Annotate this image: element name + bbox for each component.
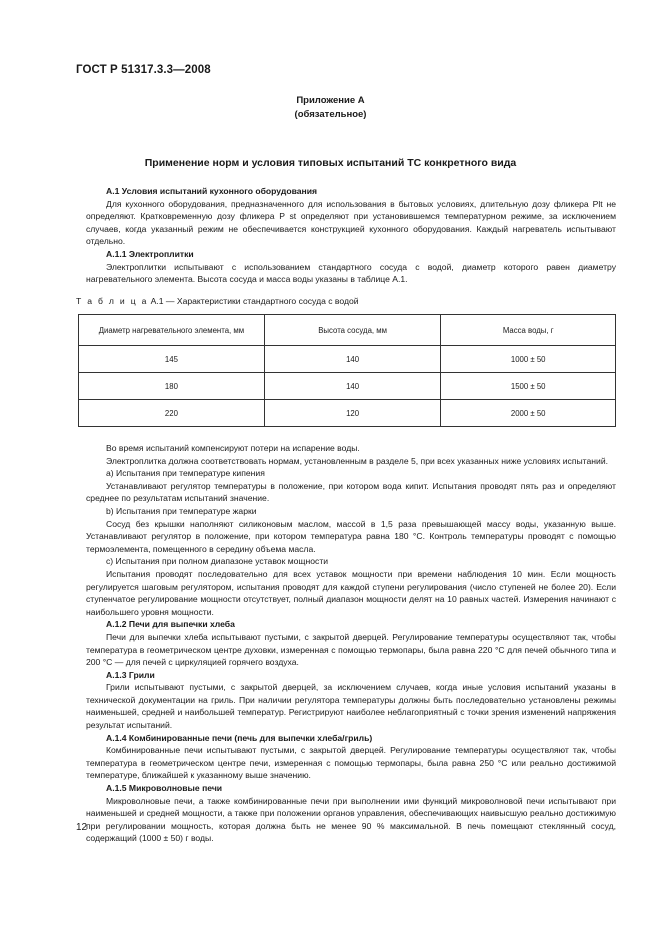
section-heading: А.1.3 Грили <box>106 669 155 680</box>
paragraph: Грили испытывают пустыми, с закрытой дверцей, за исключением случаев, когда иные условия испытаний указаны в технической документации на гриль. При наличии регулятора температуры должны быть последовательно установлены режимы наименьшей, средней и наибольшей температур. Регистрируют наиболее неблагоприятный с точки зрения изменений напряжения результат испытаний. <box>86 682 616 731</box>
table-header-row <box>79 315 616 346</box>
paragraph: Во время испытаний компенсируют потери на испарение воды. <box>106 443 360 453</box>
annex-main-title: Применение норм и условия типовых испытаний ТС конкретного вида <box>144 157 517 169</box>
section-heading: А.1.5 Микроволновые печи <box>106 783 223 794</box>
table-cell: 140 <box>264 373 441 400</box>
table-cell: 120 <box>264 400 441 427</box>
page-number: 12 <box>76 822 88 833</box>
vessel-table <box>78 314 616 427</box>
paragraph: Микроволновые печи, а также комбинированные печи при выполнении ими функций микроволновой печи испытывают при наименьшей и средней мощности, а также при положении органов управления, обеспечивающих наивысшую реально достижимую при регулировании мощность, которая должна быть не менее 90 % максимальной. В печь помещают стеклянный сосуд, содержащий (1000 ± 50) г воды. <box>86 795 616 844</box>
table-cell: 1500 ± 50 <box>441 373 616 400</box>
section-heading: А.1.2 Печи для выпечки хлеба <box>106 619 235 630</box>
table-header-cell: Диаметр нагревательного элемента, мм <box>79 315 265 346</box>
section-heading: А.1.4 Комбинированные печи (печь для выпечки хлеба/гриль) <box>106 732 373 743</box>
paragraph: Комбинированные печи испытывают пустыми, с закрытой дверцей. Регулирование температуры осуществляют так, чтобы температура в геометрическом центре печи, измеренная с помощью термопары, была равна 250 °С или реально достижимой температуре, ближайшей к указанному выше значению. <box>86 745 616 781</box>
annex-title: Приложение А <box>296 95 365 106</box>
bottom-text-block <box>86 442 616 845</box>
paragraph: a) Испытания при температуре кипения <box>106 468 265 479</box>
paragraph: Устанавливают регулятор температуры в положение, при котором вода кипит. Испытания проводят пять раз и определяют среднее по результатам испытаний значение. <box>86 480 616 504</box>
section-heading: А.1.1 Электроплитки <box>106 248 194 259</box>
table-header-cell: Высота сосуда, мм <box>264 315 441 346</box>
paragraph: b) Испытания при температуре жарки <box>106 505 257 516</box>
paragraph: c) Испытания при полном диапазоне уставок мощности <box>106 556 329 567</box>
table-header-cell: Масса воды, г <box>441 315 616 346</box>
table-row <box>79 400 616 427</box>
table-cell: 1000 ± 50 <box>441 346 616 373</box>
paragraph: Электроплитка должна соответствовать нормам, установленным в разделе 5, при всех указанных ниже условиях испытаний. <box>106 455 609 466</box>
table-cell: 220 <box>79 400 265 427</box>
table-caption: Т а б л и ц а А.1 — Характеристики стандартного сосуда с водой <box>76 296 359 306</box>
paragraph: Печи для выпечки хлеба испытывают пустыми, с закрытой дверцей. Регулирование температуры осуществляют так, чтобы температура в геометрическом центре духовки, измеренная с помощью термопары, была равна 220 °С для печей обычного типа и 200 °С — для печей с циркуляцией горячего воздуха. <box>86 631 616 668</box>
section-heading: А.1 Условия испытаний кухонного оборудования <box>106 186 318 196</box>
table-row <box>79 373 616 400</box>
paragraph: Сосуд без крышки наполняют силиконовым маслом, массой в 1,5 раза превышающей массу воды, указанную выше. Устанавливают регулятор в положение, при котором температура равна 180 °С. Контроль температуры проводят с помощью термоэлемента, помещенного в середину объема масла. <box>86 518 616 554</box>
table-cell: 145 <box>79 346 265 373</box>
table-row <box>79 346 616 373</box>
table-cell: 2000 ± 50 <box>441 400 616 427</box>
top-text-block <box>86 185 616 286</box>
table-cell: 140 <box>264 346 441 373</box>
standard-header: ГОСТ Р 51317.3.3—2008 <box>76 64 211 76</box>
paragraph: Для кухонного оборудования, предназначенного для использования в бытовых условиях, длительную дозу фликера Plt не определяют. Кратковременную дозу фликера P st определяют при установившемся температурном режиме, за исключением случаев, когда указанный режим не обеспечивается конструкцией кухонного оборудования. Каждый нагреватель испытывают отдельно. <box>86 198 616 247</box>
paragraph: Электроплитки испытывают с использованием стандартного сосуда с водой, диаметр которого равен диаметру нагревательного элемента. Высота сосуда и масса воды указаны в таблице А.1. <box>86 261 616 285</box>
paragraph: Испытания проводят последовательно для всех уставок мощности при времени наблюдения 10 мин. Если мощность регулируется шаговым регулятором, испытания проводят для каждой ступени регулирования (число ступеней не более 20). Если ступенчатое регулирование мощности отсутствует, полный диапазон мощности делят на 10 равных частей. Измерения начинают с наибольшего уровня мощности. <box>86 568 616 617</box>
table-cell: 180 <box>79 373 265 400</box>
annex-subtitle: (обязательное) <box>294 109 367 120</box>
